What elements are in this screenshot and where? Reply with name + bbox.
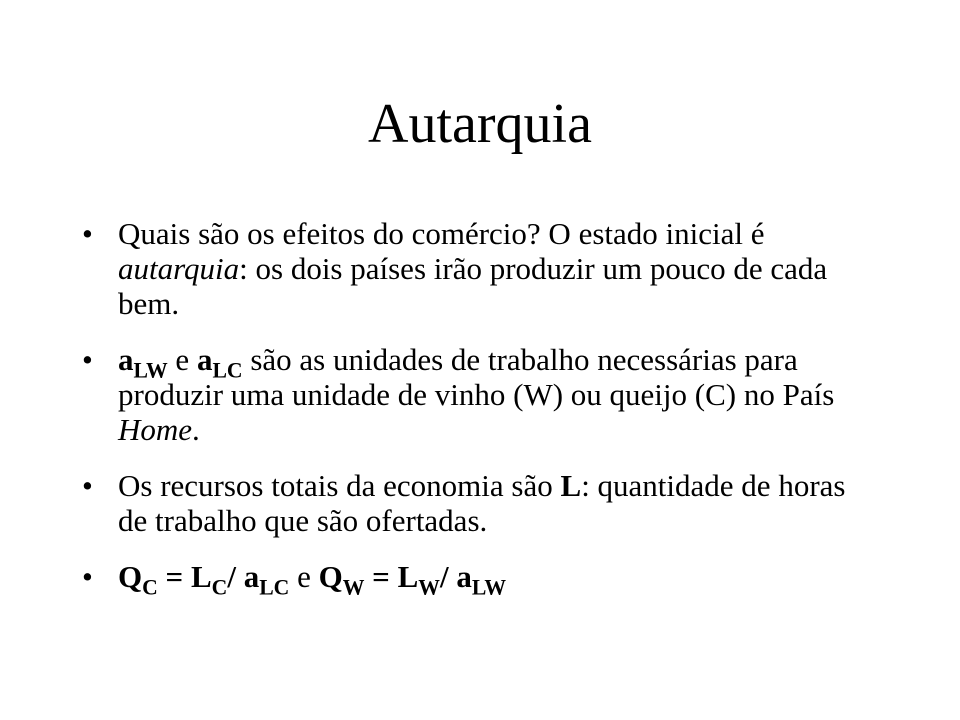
bullet-text: : quantidade de horas de trabalho que são ofertadas. xyxy=(118,468,846,538)
variable-subscript: LC xyxy=(212,358,243,383)
bullet-text: Quais são os efeitos do comércio? O estado inicial é xyxy=(118,216,765,251)
bullet-item xyxy=(82,468,882,538)
formula-operator: / xyxy=(227,559,244,594)
variable-symbol: a xyxy=(118,342,134,377)
formula-subscript: W xyxy=(418,575,440,600)
bullet-text: : os dois países irão produzir um pouco de cada bem. xyxy=(118,251,828,321)
bullet-icon: • xyxy=(82,468,93,503)
formula-symbol: Q xyxy=(118,559,143,594)
bullet-text: . xyxy=(192,412,200,447)
bullet-text: e xyxy=(167,342,197,377)
formula-connector: e xyxy=(289,559,319,594)
formula-subscript: LC xyxy=(259,575,290,600)
emphasis-text: autarquia xyxy=(118,251,240,286)
variable-symbol: a xyxy=(196,342,213,377)
formula-symbol: a xyxy=(243,559,260,594)
variable-subscript: LW xyxy=(133,358,168,383)
bullet-item xyxy=(82,216,882,321)
formula-symbol: L xyxy=(190,559,212,594)
formula-operator: = xyxy=(157,559,191,594)
variable-symbol: L xyxy=(560,468,582,503)
bullet-item xyxy=(82,342,882,447)
formula-subscript: C xyxy=(211,575,228,600)
bullet-icon: • xyxy=(82,216,93,251)
formula-operator: / xyxy=(439,559,457,594)
bullet-list xyxy=(82,216,882,615)
bullet-icon: • xyxy=(82,559,93,594)
formula-subscript: W xyxy=(342,575,365,600)
slide-title: Autarquia xyxy=(368,93,592,155)
bullet-icon: • xyxy=(82,342,93,377)
formula-symbol: Q xyxy=(318,559,343,594)
formula-operator: = xyxy=(364,559,398,594)
bullet-item-formula xyxy=(82,559,882,600)
emphasis-text: Home xyxy=(118,412,193,447)
formula-subscript: C xyxy=(142,575,158,600)
formula-symbol: a xyxy=(456,559,472,594)
bullet-text: são as unidades de trabalho necessárias para produzir uma unidade de vinho (W) ou queijo (C) no País xyxy=(118,342,835,412)
bullet-text: Os recursos totais da economia são xyxy=(118,468,561,503)
formula-symbol: L xyxy=(397,559,419,594)
formula-subscript: LW xyxy=(471,575,507,600)
